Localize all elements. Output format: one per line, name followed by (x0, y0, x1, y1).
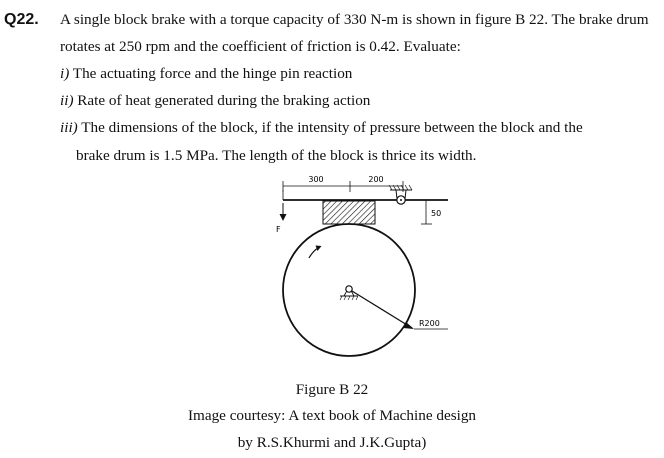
part-ii (60, 92, 370, 110)
force-label: F (276, 225, 281, 234)
brake-figure (270, 170, 470, 380)
brake-block (323, 201, 375, 224)
part-iii-marker: iii) (60, 119, 78, 136)
figure-caption: Figure B 22 (295, 381, 369, 398)
dim-left-label: 300 (308, 175, 324, 184)
question-statement-line1: A single block brake with a torque capacity of 330 N-m is shown in figure B 22. The brake drum (60, 11, 649, 28)
vertical-dimension (421, 200, 441, 224)
part-i (60, 65, 352, 83)
part-iii-continuation: brake drum is 1.5 MPa. The length of the block is thrice its width. (76, 147, 477, 164)
rotation-arrow (309, 246, 322, 259)
question-number: Q22. (4, 11, 39, 28)
hinge-pin (389, 185, 412, 204)
part-iii (60, 119, 583, 137)
question-statement-line2: rotates at 250 rpm and the coefficient of friction is 0.42. Evaluate: (60, 38, 461, 55)
horizontal-dimension (283, 175, 403, 192)
part-iii-text: The dimensions of the block, if the intensity of pressure between the block and the (77, 119, 583, 136)
force-arrow (276, 203, 287, 234)
image-courtesy-line2: by R.S.Khurmi and J.K.Gupta) (237, 434, 427, 451)
radius-label: R200 (419, 319, 440, 328)
part-ii-marker: ii) (60, 92, 74, 109)
part-i-text: The actuating force and the hinge pin reaction (69, 65, 353, 82)
radius-arrow (352, 291, 448, 329)
image-courtesy-line1: Image courtesy: A text book of Machine design (187, 407, 477, 424)
part-i-marker: i) (60, 65, 70, 82)
part-ii-text: Rate of heat generated during the braking action (73, 92, 371, 109)
dim-right-label: 200 (368, 175, 384, 184)
dim-vertical-label: 50 (431, 209, 442, 218)
